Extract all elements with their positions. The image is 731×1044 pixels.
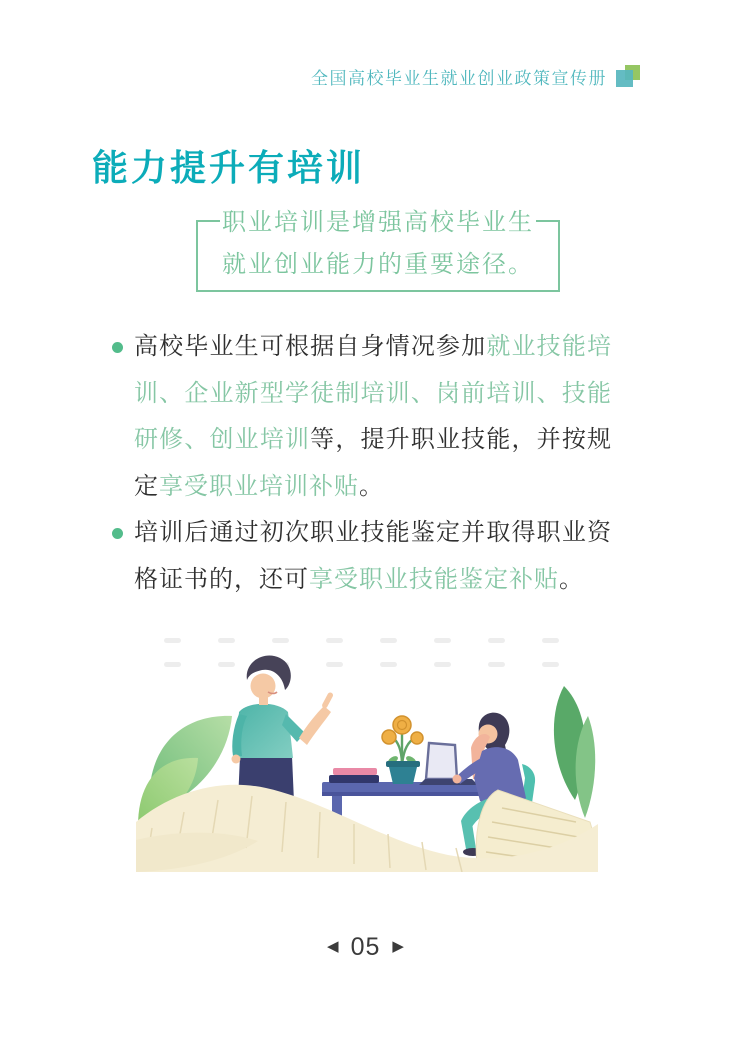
prev-page-icon[interactable]: ◀ [327, 938, 339, 955]
quote-corner-left [196, 220, 220, 222]
bullet-text-1 [134, 333, 612, 500]
page-header [311, 64, 640, 89]
text-segment: 等，提升职业技能，并按规定 [134, 426, 613, 500]
bullet-item-2 [112, 510, 612, 603]
training-illustration [136, 626, 598, 872]
booklet-title: 全国高校毕业生就业创业政策宣传册 [311, 69, 607, 88]
man-face [251, 674, 276, 699]
background-dashes [164, 638, 559, 667]
text-segment: 。 [559, 565, 584, 593]
text-segment: 。 [359, 472, 384, 500]
page-title: 能力提升有培训 [92, 147, 366, 188]
next-page-icon[interactable]: ▶ [392, 938, 404, 955]
laptop [419, 743, 478, 785]
bullet-item-1 [112, 324, 612, 510]
bullet-list [112, 324, 620, 603]
quote-text-1: 职业培训是增强高校毕业生 [214, 209, 542, 236]
bullet-text-2 [134, 519, 612, 593]
leaf-right-icon [554, 686, 595, 818]
logo-square-teal [616, 70, 633, 87]
quote-corner-right [536, 220, 560, 222]
overlapping-squares-icon [616, 65, 640, 89]
quote-line-1 [198, 206, 558, 240]
quote-line-2: 就业创业能力的重要途径。 [222, 251, 534, 278]
text-segment: 培训后通过初次职业技能鉴定并取得职业资格证书的，还可 [134, 519, 612, 593]
page-navigation [0, 930, 731, 964]
money-plant [382, 716, 423, 784]
bullet-dot [112, 528, 123, 539]
highlighted-text-segment: 享受职业技能鉴定补贴 [309, 565, 559, 593]
page-number: 05 [350, 932, 381, 961]
books [329, 768, 379, 783]
highlighted-text-segment: 就业技能培训、企业新型学徒制培训、岗前培训、技能研修、创业培训 [134, 333, 613, 453]
highlighted-text-segment: 享受职业培训补贴 [159, 472, 359, 500]
quote-box [196, 209, 560, 292]
man-pointing-arm [299, 706, 331, 745]
man-illustration [232, 655, 334, 802]
text-segment: 高校毕业生可根据自身情况参加 [134, 333, 487, 360]
man-shirt [236, 704, 293, 758]
bullet-dot [112, 342, 123, 353]
